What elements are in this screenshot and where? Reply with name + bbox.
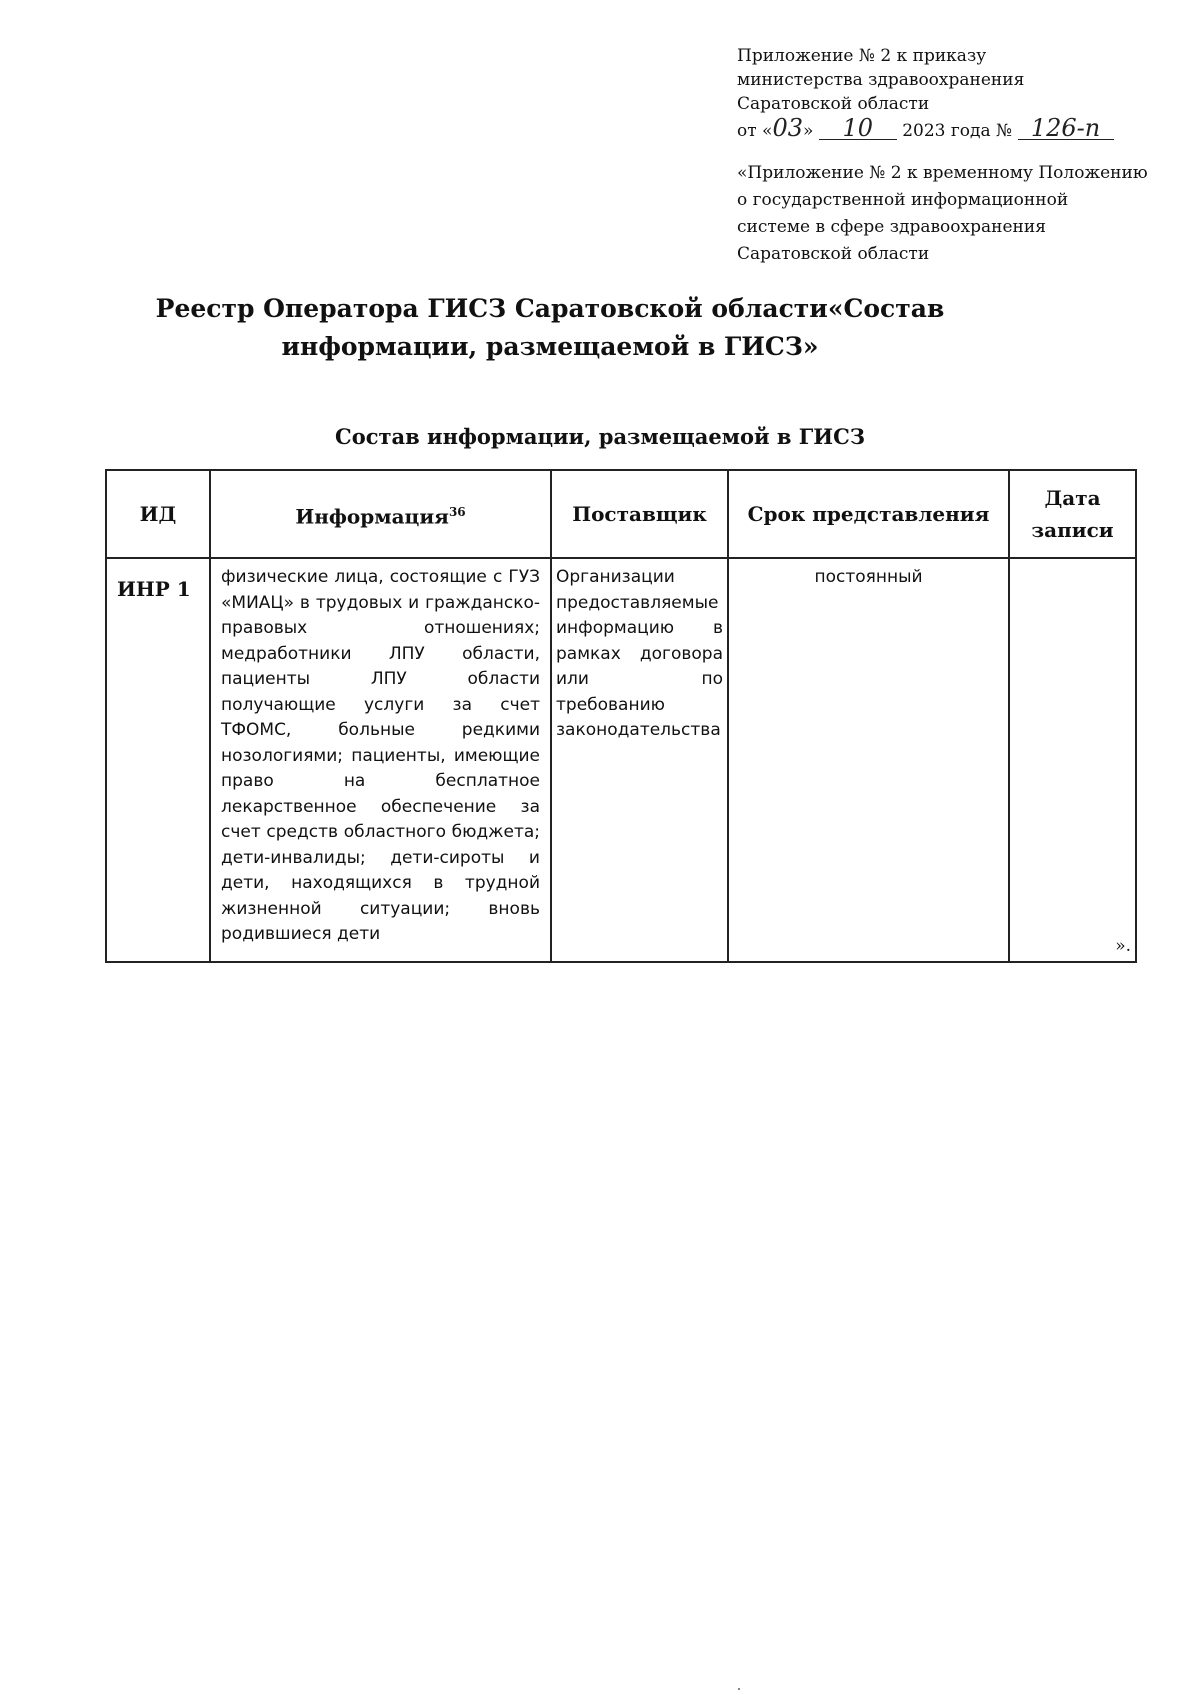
table-header-row	[106, 470, 1136, 558]
annex-header	[737, 44, 1157, 143]
header-info	[210, 470, 551, 558]
annex2-line-1: «Приложение № 2 к временному Положению	[737, 163, 1148, 183]
cell-info: физические лица, состоящие с ГУЗ «МИАЦ» в трудовых и гражданско-правовых отношениях; медработники ЛПУ области, пациенты ЛПУ области получающие услуги за счет ТФОМС, больные редкими нозологиями; пациенты, имеющие право на бесплатное лекарственное обеспечение за счет средств областного бюджета; дети-инвалиды; дети-сироты и дети, находящихся в трудной жизненной ситуации; вновь родившиеся дети	[210, 558, 551, 962]
annex-date-line	[737, 116, 1157, 143]
year-text: 2023 года №	[902, 121, 1013, 141]
scan-speck	[738, 1688, 740, 1690]
day-close: »	[803, 121, 814, 141]
header-date	[1009, 470, 1136, 558]
document-title	[150, 290, 950, 366]
handwritten-day: 03	[772, 114, 803, 142]
handwritten-number: 126-п	[1018, 117, 1114, 140]
annex-line-3: Саратовской области	[737, 94, 930, 114]
cell-date	[1009, 558, 1136, 962]
closing-quote: ».	[1115, 935, 1131, 956]
cell-supplier: Организации предоставляемые информацию в рамках договора или по требованию законодательства	[551, 558, 728, 962]
footnote-marker: 36	[448, 504, 466, 519]
header-id: ИД	[106, 470, 210, 558]
registry-table	[105, 469, 1137, 963]
header-term: Срок представления	[728, 470, 1009, 558]
date-prefix: от «	[737, 121, 773, 141]
annex2-line-2: о государственной информационной	[737, 190, 1069, 210]
cell-term: постоянный	[728, 558, 1009, 962]
handwritten-month: 10	[819, 117, 897, 140]
title-line-1: Реестр Оператора ГИСЗ Саратовской области«Состав	[155, 294, 945, 323]
title-line-2: информации, размещаемой в ГИСЗ»	[281, 332, 819, 361]
annex-line-2: министерства здравоохранения	[737, 70, 1025, 90]
table-caption: Состав информации, размещаемой в ГИСЗ	[335, 424, 865, 449]
header-date-line-1: Дата	[1044, 486, 1101, 510]
annex-line-1: Приложение № 2 к приказу	[737, 46, 987, 66]
header-info-label: Информация	[295, 504, 449, 529]
annex-reference	[737, 160, 1157, 268]
annex2-line-3: системе в сфере здравоохранения	[737, 217, 1046, 237]
table-row	[106, 558, 1136, 962]
annex2-line-4: Саратовской области	[737, 244, 930, 264]
header-date-line-2: записи	[1031, 518, 1114, 542]
cell-id: ИНР 1	[106, 558, 210, 962]
header-supplier: Поставщик	[551, 470, 728, 558]
